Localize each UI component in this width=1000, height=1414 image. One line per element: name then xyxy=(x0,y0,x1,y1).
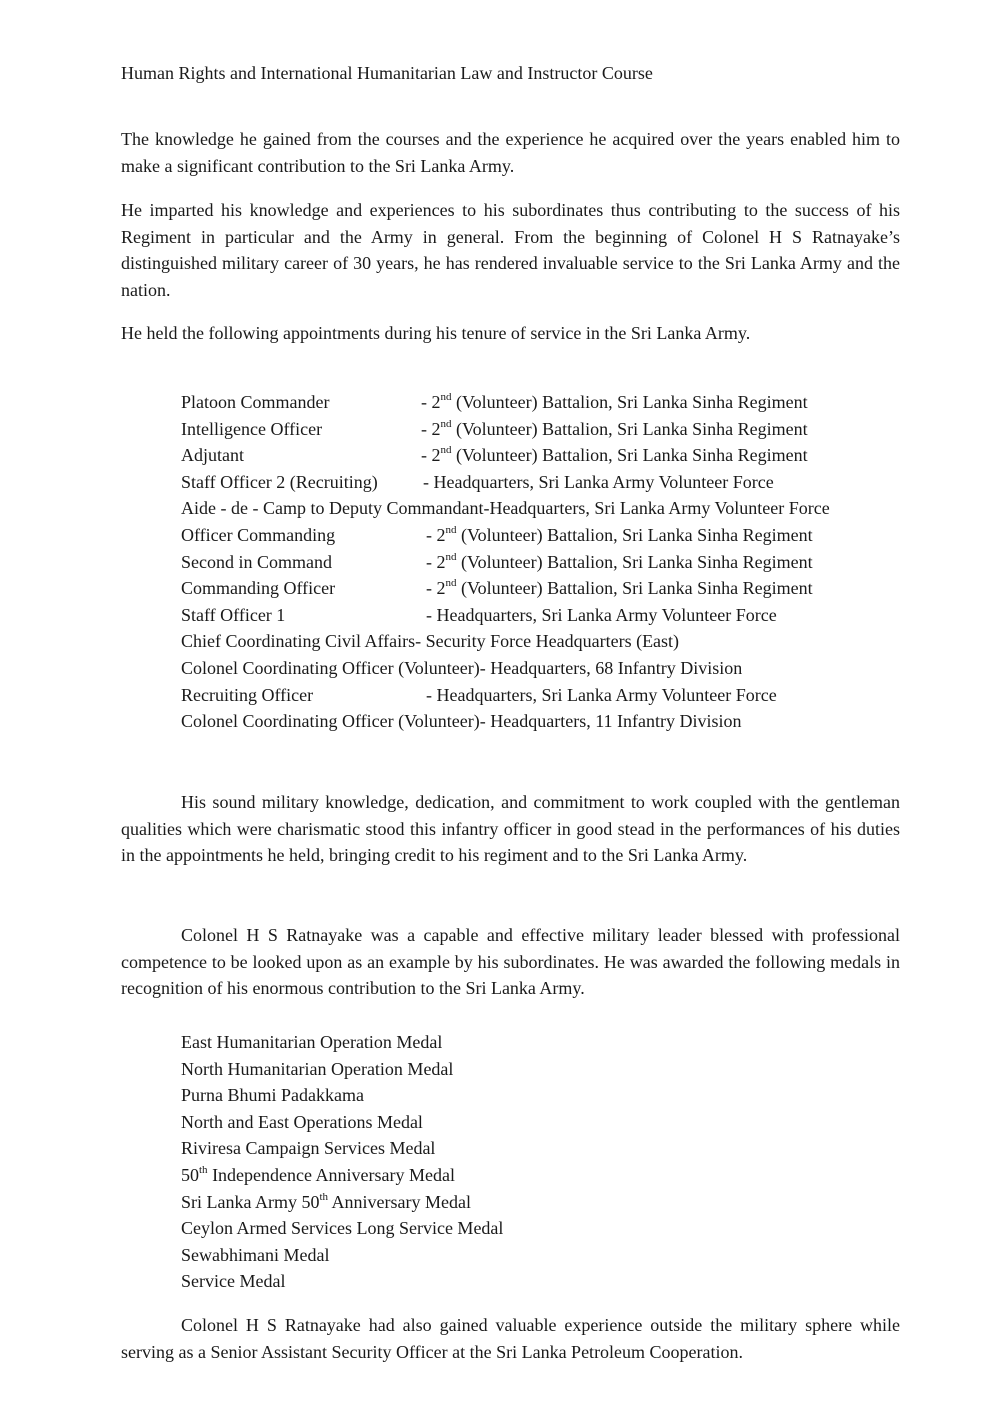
appointment-unit: - Headquarters, 68 Infantry Division xyxy=(479,657,743,678)
appointment-unit: - Headquarters, Sri Lanka Army Volunteer Force xyxy=(426,684,777,705)
medal-name: Ceylon Armed Services Long Service Medal xyxy=(181,1218,504,1239)
appointment-role: Commanding Officer xyxy=(181,578,336,599)
appointment-item xyxy=(181,628,900,655)
appointment-item xyxy=(181,708,900,735)
paragraph-5: Colonel H S Ratnayake was a capable and effective military leader blessed with professional competence to be looked upon as an example by his subordinates. He was awarded the following medals in recognition of his enormous contribution to the Sri Lanka Army. xyxy=(121,925,900,998)
medal-name: Sri Lanka Army 50 xyxy=(181,1191,320,1212)
appointment-role: Officer Commanding xyxy=(181,524,336,545)
appointment-role: Adjutant xyxy=(181,445,244,466)
appointment-role: Chief Coordinating Civil Affairs xyxy=(181,631,416,652)
medal-item xyxy=(181,1242,900,1269)
appointment-unit: - Headquarters, 11 Infantry Division xyxy=(479,711,742,732)
appointment-ordinal: nd xyxy=(440,417,452,430)
appointment-unit: - Headquarters, Sri Lanka Army Volunteer Force xyxy=(423,471,774,492)
appointment-item xyxy=(181,682,900,709)
appointment-role: Colonel Coordinating Officer (Volunteer) xyxy=(181,657,480,678)
medal-item xyxy=(181,1135,900,1162)
appointment-item xyxy=(181,655,900,682)
appointment-unit: - 2 xyxy=(421,418,441,439)
appointment-role: Aide - de - Camp to Deputy Commandant xyxy=(181,498,484,519)
medal-item xyxy=(181,1189,900,1216)
appointment-unit-rest: (Volunteer) Battalion, Sri Lanka Sinha Regiment xyxy=(451,445,808,466)
appointment-item xyxy=(181,522,900,549)
appointment-unit-rest: (Volunteer) Battalion, Sri Lanka Sinha Regiment xyxy=(456,578,813,599)
appointment-ordinal: nd xyxy=(440,391,452,403)
appointments-list xyxy=(181,389,900,735)
medals-list xyxy=(181,1029,900,1295)
paragraph-2: He imparted his knowledge and experiences to his subordinates thus contributing to the success of his Regiment in particular and the Army in general. From the beginning of Colonel H S Ratnayake’s distinguished military career of 30 years, he has rendered invaluable service to the Sri Lanka Army and the nation. xyxy=(121,200,900,300)
appointment-role: Recruiting Officer xyxy=(181,684,314,705)
medal-name: Purna Bhumi Padakkama xyxy=(181,1085,364,1106)
paragraph-4: His sound military knowledge, dedication, and commitment to work coupled with the gentleman qualities which were charismatic stood this infantry officer in good stead in the performances of his duties in the appointments he held, bringing credit to his regiment and to the Sri Lanka Army. xyxy=(121,792,900,865)
appointment-role: Staff Officer 1 xyxy=(181,604,286,625)
appointment-unit-rest: (Volunteer) Battalion, Sri Lanka Sinha Regiment xyxy=(456,551,813,572)
appointment-unit-rest: (Volunteer) Battalion, Sri Lanka Sinha Regiment xyxy=(451,418,808,439)
medal-ordinal: th xyxy=(319,1190,329,1203)
appointment-item xyxy=(181,602,900,629)
appointment-role: Second in Command xyxy=(181,551,332,572)
medal-ordinal: th xyxy=(199,1163,208,1176)
appointment-unit: - Security Force Headquarters (East) xyxy=(415,631,680,652)
medal-item xyxy=(181,1029,900,1056)
appointment-item xyxy=(181,389,900,416)
appointment-ordinal: nd xyxy=(445,523,457,536)
appointment-unit-rest: (Volunteer) Battalion, Sri Lanka Sinha Regiment xyxy=(456,524,813,545)
medal-item xyxy=(181,1268,900,1295)
appointment-ordinal: nd xyxy=(440,444,452,457)
appointment-ordinal: nd xyxy=(445,550,457,563)
appointment-role: Platoon Commander xyxy=(181,392,330,412)
medal-name: Service Medal xyxy=(181,1271,286,1292)
appointment-unit: - 2 xyxy=(426,578,446,599)
medal-name: Sewabhimani Medal xyxy=(181,1244,330,1265)
medal-item xyxy=(181,1162,900,1189)
appointment-item xyxy=(181,495,900,522)
appointment-role: Intelligence Officer xyxy=(181,418,323,439)
medal-name: Riviresa Campaign Services Medal xyxy=(181,1138,436,1159)
medal-name: 50 xyxy=(181,1164,199,1185)
paragraph-6: Colonel H S Ratnayake had also gained valuable experience outside the military sphere while serving as a Senior Assistant Security Officer at the Sri Lanka Petroleum Cooperation. xyxy=(121,1315,900,1362)
appointment-role: Colonel Coordinating Officer (Volunteer) xyxy=(181,711,480,732)
medal-name: East Humanitarian Operation Medal xyxy=(181,1032,443,1052)
appointment-unit-rest: (Volunteer) Battalion, Sri Lanka Sinha Regiment xyxy=(451,392,808,412)
appointment-unit: - Headquarters, Sri Lanka Army Volunteer Force xyxy=(426,604,777,625)
appointment-item xyxy=(181,442,900,469)
medal-name: North Humanitarian Operation Medal xyxy=(181,1058,454,1079)
appointment-unit: - 2 xyxy=(421,392,441,412)
appointment-item xyxy=(181,549,900,576)
appointment-unit: - 2 xyxy=(421,445,441,466)
paragraph-3: He held the following appointments during his tenure of service in the Sri Lanka Army. xyxy=(121,323,751,343)
medal-item xyxy=(181,1215,900,1242)
medal-name-rest: Anniversary Medal xyxy=(328,1191,472,1212)
appointment-unit: - 2 xyxy=(426,551,446,572)
medal-item xyxy=(181,1109,900,1136)
paragraph-1: The knowledge he gained from the courses and the experience he acquired over the years enabled him to make a significant contribution to the Sri Lanka Army. xyxy=(121,129,900,176)
medal-name-rest: Independence Anniversary Medal xyxy=(207,1164,455,1185)
appointment-item xyxy=(181,575,900,602)
medal-item xyxy=(181,1082,900,1109)
appointment-unit: - 2 xyxy=(426,524,446,545)
medal-item xyxy=(181,1056,900,1083)
appointment-role: Staff Officer 2 (Recruiting) xyxy=(181,471,378,492)
appointment-ordinal: nd xyxy=(445,577,457,590)
appointment-item xyxy=(181,469,900,496)
page-header: Human Rights and International Humanitarian Law and Instructor Course xyxy=(121,63,653,83)
medal-name: North and East Operations Medal xyxy=(181,1111,423,1132)
appointment-unit: -Headquarters, Sri Lanka Army Volunteer Force xyxy=(483,498,830,519)
appointment-item xyxy=(181,416,900,443)
